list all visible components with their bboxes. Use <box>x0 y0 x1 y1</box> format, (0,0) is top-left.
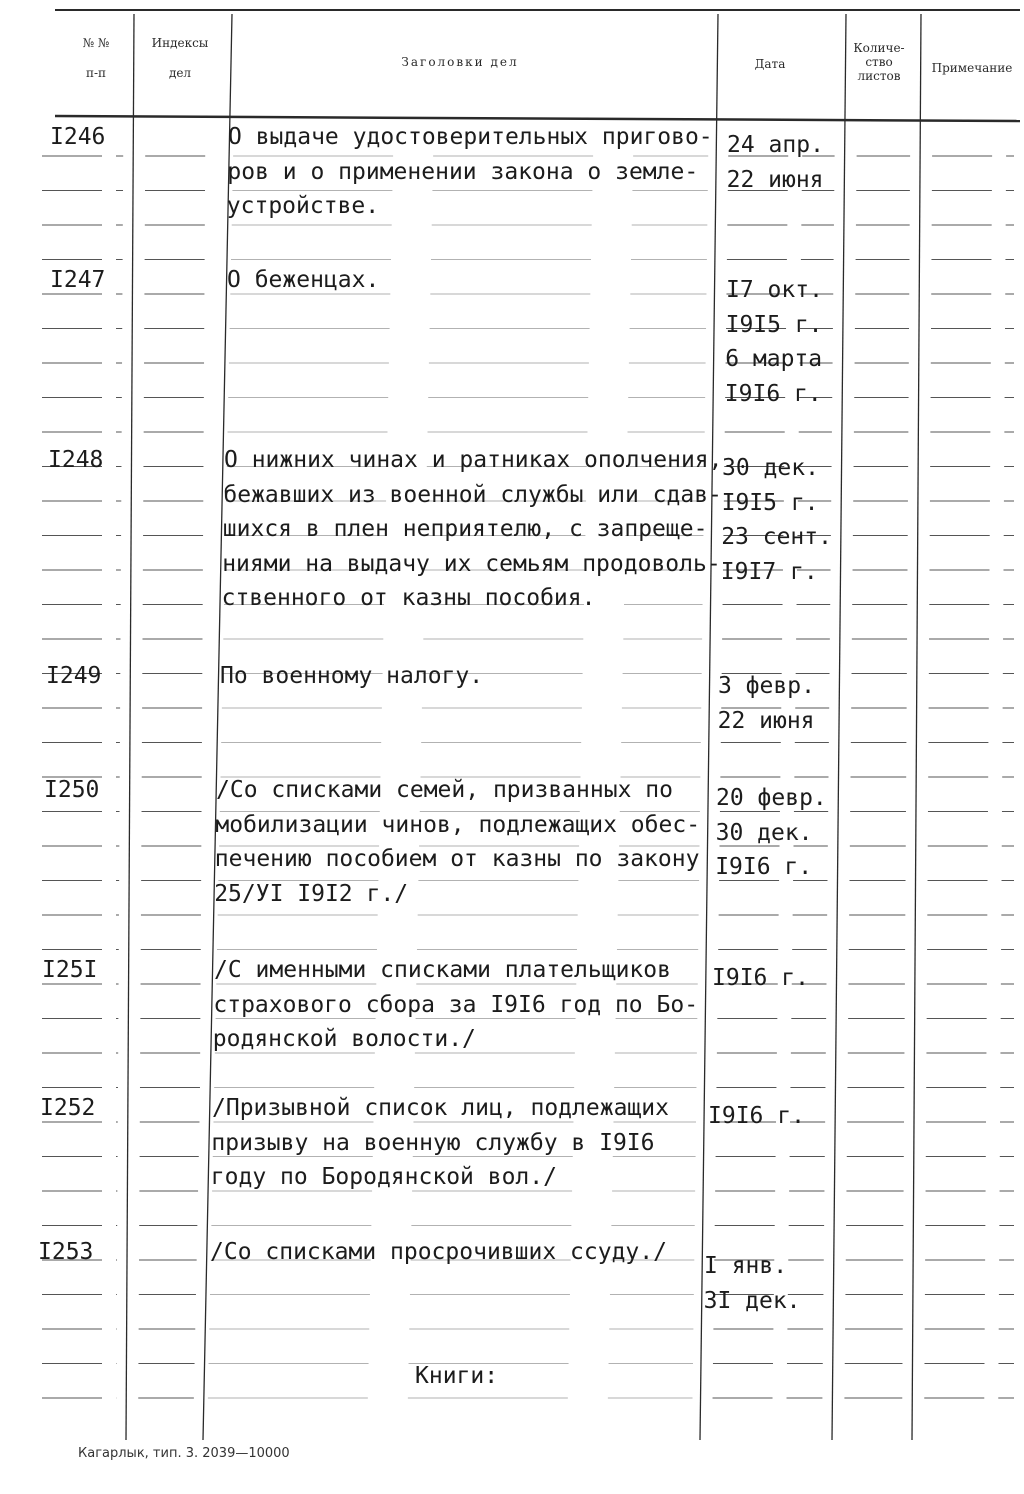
header-note-label: Примечание <box>931 61 1013 75</box>
entry-title-line: году по Бородянской вол./ <box>210 1164 557 1190</box>
entry-date-line: 24 апр. <box>727 132 824 158</box>
entry-title-line: /Призывной список лиц, подлежащих <box>212 1095 669 1121</box>
entry-title-line: 25/УI I9I2 г./ <box>214 880 409 907</box>
entry-date-line: 22 июня <box>726 166 824 193</box>
header-count-line3: листов <box>857 69 901 83</box>
entry-date-line: I янв. <box>704 1253 788 1279</box>
entry-title-line: ниями на выдачу их семьям продоволь- <box>222 550 721 577</box>
section-heading-books: Книги: <box>415 1363 499 1389</box>
entry-title-line: По военному налогу. <box>220 663 484 689</box>
header-index-label <box>140 36 220 80</box>
entry-date-line: I9I5 г. <box>721 489 819 516</box>
entry-number: I247 <box>50 267 106 293</box>
print-footer: Кагарлык, тип. 3. 2039—10000 <box>78 1446 290 1461</box>
entry-title-line: О нижних чинах и ратниках ополчения, <box>224 447 723 473</box>
entry-number: I248 <box>48 447 104 473</box>
header-count-label <box>842 41 916 83</box>
entry-title-line: мобилизации чинов, подлежащих обес- <box>215 811 701 838</box>
entry-date-line: 6 марта <box>725 346 823 372</box>
entry-date-line: I9I6 г. <box>712 965 809 991</box>
entry-number: I25I <box>42 957 98 983</box>
entry-date-line: 30 дек. <box>715 819 813 846</box>
entry-date-line: I9I5 г. <box>725 311 823 338</box>
entry-date-line: I9I6 г. <box>715 854 813 880</box>
entry-title-line: О беженцах. <box>227 267 380 293</box>
entry-number: I252 <box>40 1095 96 1121</box>
header-number-label <box>66 36 126 80</box>
entry-date-line: I9I6 г. <box>724 380 822 407</box>
entry-number: I250 <box>44 777 100 803</box>
header-date-label: Дата <box>754 57 786 71</box>
entry-date-line: 3I дек. <box>703 1287 801 1314</box>
header-number-line1: № № <box>82 36 110 50</box>
entry-title-line: /Со списками просрочивших ссуду./ <box>210 1239 667 1265</box>
header-title-label: Заголовки дел <box>401 55 519 69</box>
entry-title-line: ственного от казны пособия. <box>221 585 596 611</box>
entry-title-line: призыву на военную службу в I9I6 <box>211 1129 655 1156</box>
header-index-line2: дел <box>168 66 192 80</box>
entry-number: I249 <box>46 663 102 689</box>
entry-date-line: I9I6 г. <box>708 1103 805 1129</box>
entry-date-line: 3 февр. <box>718 673 815 699</box>
entry-date-line: I7 окт. <box>726 277 823 303</box>
entry-title-line: бежавших из военной службы или сдав- <box>223 481 722 508</box>
entry-number: I246 <box>50 124 106 150</box>
entry-title-line: ров и о применении закона о земле- <box>227 158 699 185</box>
header-number-line2: п-п <box>85 66 107 80</box>
entry-title-line: родянской волости./ <box>212 1026 476 1052</box>
entry-number: I253 <box>38 1239 94 1265</box>
entry-title-line: печению пособием от казны по закону <box>214 846 700 872</box>
entry-date-line: I9I7 г. <box>720 558 818 585</box>
header-index-line1: Индексы <box>151 36 209 50</box>
entry-title-line: шихся в плен неприятелю, с запреще- <box>222 516 708 542</box>
header-count-line2: ство <box>865 55 893 69</box>
header-count-line1: Количе- <box>853 41 905 55</box>
entry-title-line: О выдаче удостоверительных пригово- <box>228 124 713 150</box>
entry-title-line: страхового сбора за I9I6 год по Бо- <box>213 991 699 1018</box>
entry-date-line: 22 июня <box>717 707 815 734</box>
entry-title-line: /Со списками семей, призванных по <box>216 777 673 803</box>
entry-date-line: 20 февр. <box>716 785 827 811</box>
entry-date-line: 30 дек. <box>722 455 819 481</box>
entry-date-line: 23 сент. <box>721 524 832 550</box>
entry-title-line: устройстве. <box>226 193 380 219</box>
entry-title-line: /С именными списками плательщиков <box>214 957 671 983</box>
